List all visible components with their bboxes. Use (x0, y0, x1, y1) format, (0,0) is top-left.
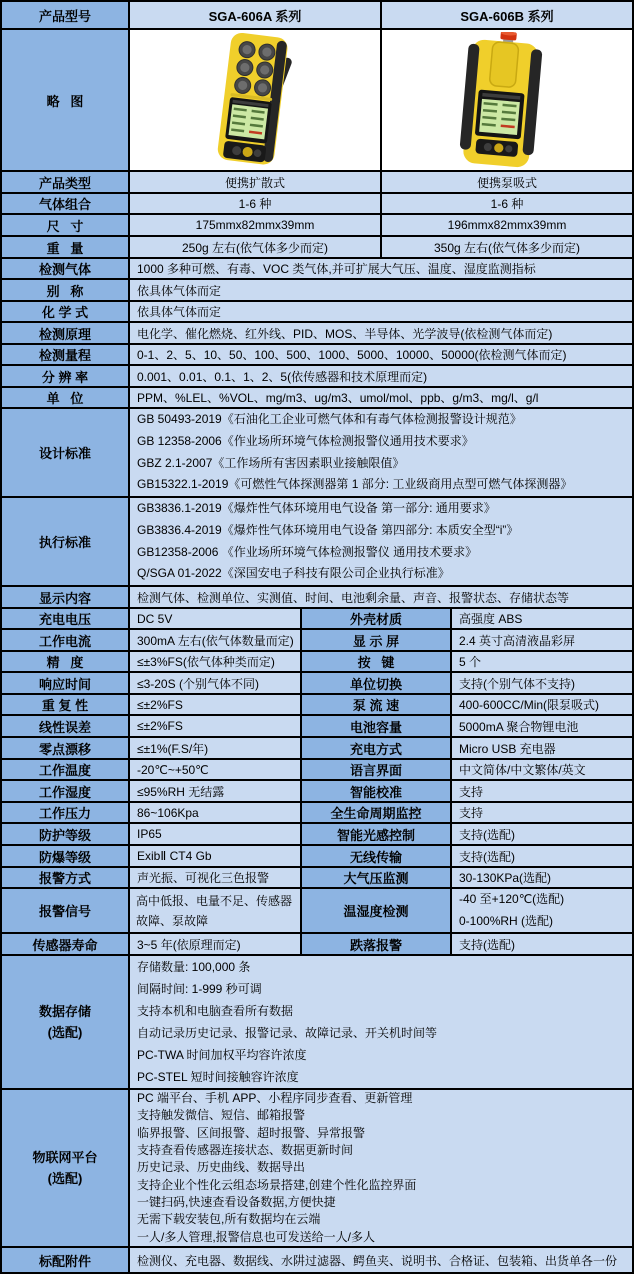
spec-value-line: -40 至+120℃(选配) (459, 892, 565, 906)
spec-value: ≤95%RH 无结露 (130, 781, 302, 801)
row-label: 工作电流 (2, 630, 130, 650)
table-row (2, 846, 632, 868)
row-label: 检测原理 (2, 323, 130, 343)
spec-value-b: 1-6 种 (382, 194, 632, 213)
row-label: 执行标准 (2, 498, 130, 585)
row-label: 检测气体 (2, 259, 130, 278)
spec-value: 86~106Kpa (130, 803, 302, 822)
feature-line: PC-STEL 短时间接触容许浓度 (137, 1070, 299, 1084)
row-label: 充电电压 (2, 609, 130, 628)
feature-line: 存储数量: 100,000 条 (137, 960, 251, 974)
table-row (2, 215, 632, 237)
table-row (2, 194, 632, 215)
row-label: 报警信号 (2, 889, 130, 932)
spec-value: 依具体气体而定 (130, 302, 632, 321)
table-row (2, 30, 632, 172)
spec-value: ≤3-20S (个别气体不同) (130, 673, 302, 693)
standard-line: GB3836.4-2019《爆炸性气体环境用电气设备 第四部分: 本质安全型“i”》 (137, 522, 519, 537)
table-row (2, 323, 632, 345)
row-label: 无线传输 (302, 846, 452, 866)
spec-value-line: 0-100%RH (选配) (459, 913, 554, 928)
spec-value: 支持 (452, 781, 632, 801)
row-label: 智能光感控制 (302, 824, 452, 844)
spec-value: 支持(选配) (452, 824, 632, 844)
spec-value: 5 个 (452, 652, 632, 671)
spec-value: 2.4 英寸高清液晶彩屏 (452, 630, 632, 650)
feature-line: 支持本机和电脑查看所有数据 (137, 1004, 294, 1018)
row-label: 工作压力 (2, 803, 130, 822)
spec-value-multiline (130, 956, 632, 1088)
standard-line: GB3836.1-2019《爆炸性气体环境用电气设备 第一部分: 通用要求》 (137, 501, 496, 515)
row-label: 工作温度 (2, 760, 130, 779)
feature-line: 间隔时间: 1-999 秒可调 (137, 982, 262, 996)
table-row (2, 366, 632, 388)
table-row (2, 824, 632, 846)
row-label: 显 示 屏 (302, 630, 452, 650)
table-row (2, 388, 632, 409)
feature-line: PC 端平台、手机 APP、小程序同步查看、更新管理 (137, 1091, 413, 1106)
feature-line: 支持触发微信、短信、邮箱报警 (137, 1108, 306, 1123)
spec-value: ≤±2%FS (130, 716, 302, 736)
table-row (2, 302, 632, 323)
device-photo-cell-a (130, 30, 382, 170)
gas-detector-photo-sga-606a (160, 32, 350, 168)
row-label: 工作湿度 (2, 781, 130, 801)
row-label-line2: (选配) (47, 1025, 83, 1040)
row-label-line2: (选配) (47, 1171, 83, 1186)
spec-value: ≤±3%FS(依气体种类而定) (130, 652, 302, 671)
row-label: 略 图 (2, 30, 130, 170)
row-label-line1: 物联网平台 (32, 1150, 98, 1165)
table-row (2, 630, 632, 652)
standard-line: Q/SGA 01-2022《深国安电子科技有限公司企业执行标准》 (137, 566, 450, 581)
row-label: 显示内容 (2, 587, 130, 607)
spec-value: 1000 多种可燃、有毒、VOC 类气体,并可扩展大气压、温度、湿度监测指标 (130, 259, 632, 278)
row-label: 外壳材质 (302, 609, 452, 628)
table-row (2, 760, 632, 781)
row-label: 语言界面 (302, 760, 452, 779)
spec-value: 声光振、可视化三色报警 (130, 868, 302, 887)
table-row (2, 716, 632, 738)
spec-value-b: 便携泵吸式 (382, 172, 632, 192)
table-row (2, 280, 632, 302)
table-row (2, 1248, 632, 1272)
table-row (2, 2, 632, 30)
standard-line: GB15322.1-2019《可燃性气体探测器第 1 部分: 工业级商用点型可燃气体探测器》 (137, 477, 573, 492)
row-label: 尺 寸 (2, 215, 130, 235)
standard-line: GB 50493-2019《石油化工企业可燃气体和有毒气体检测报警设计规范》 (137, 412, 522, 426)
row-label: 标配附件 (2, 1248, 130, 1272)
spec-value: 中文简体/中文繁体/英文 (452, 760, 632, 779)
table-row (2, 803, 632, 824)
row-label (2, 956, 130, 1088)
row-label: 分 辨 率 (2, 366, 130, 386)
row-label: 重 量 (2, 237, 130, 257)
spec-value: 高强度 ABS (452, 609, 632, 628)
spec-value: 支持 (452, 803, 632, 822)
spec-value-multiline (130, 409, 632, 496)
table-row (2, 652, 632, 673)
table-row (2, 738, 632, 760)
spec-value-b: 196mmx82mmx39mm (382, 215, 632, 235)
row-label: 泵 流 速 (302, 695, 452, 714)
row-label: 气体组合 (2, 194, 130, 213)
spec-value-a: 250g 左右(依气体多少而定) (130, 237, 382, 257)
row-label: 全生命周期监控 (302, 803, 452, 822)
standard-line: GB12358-2006 《作业场所环境气体检测报警仪 通用技术要求》 (137, 544, 478, 559)
spec-value: 3~5 年(依原理而定) (130, 934, 302, 954)
spec-value-multiline (130, 498, 632, 585)
table-row (2, 673, 632, 695)
table-row (2, 1090, 632, 1248)
spec-value: ≤±2%FS (130, 695, 302, 714)
table-row (2, 934, 632, 956)
spec-value: 支持(选配) (452, 934, 632, 954)
spec-value: PPM、%LEL、%VOL、mg/m3、ug/m3、umol/mol、ppb、g/m3、mg/l、g/l (130, 388, 632, 407)
row-label: 充电方式 (302, 738, 452, 758)
feature-line: 历史记录、历史曲线、数据导出 (137, 1160, 306, 1175)
table-row (2, 498, 632, 587)
spec-value-b: 350g 左右(依气体多少而定) (382, 237, 632, 257)
spec-value: DC 5V (130, 609, 302, 628)
spec-value: IP65 (130, 824, 302, 844)
table-row (2, 781, 632, 803)
spec-value: 5000mA 聚合物锂电池 (452, 716, 632, 736)
table-row (2, 609, 632, 630)
table-row (2, 345, 632, 366)
table-row (2, 889, 632, 934)
row-label: 产品型号 (2, 2, 130, 28)
spec-value-multiline (130, 1090, 632, 1246)
row-label: 设计标准 (2, 409, 130, 496)
feature-line: 支持企业个性化云组态场景搭建,创建个性化监控界面 (137, 1177, 417, 1192)
row-label: 别 称 (2, 280, 130, 300)
spec-value: 支持(选配) (452, 846, 632, 866)
row-label: 化 学 式 (2, 302, 130, 321)
model-name-column-b: SGA-606B 系列 (382, 2, 632, 28)
feature-line: 支持查看传感器连接状态、数据更新时间 (137, 1143, 354, 1157)
gas-detector-photo-sga-606b (412, 32, 602, 168)
table-row (2, 172, 632, 194)
row-label: 按 键 (302, 652, 452, 671)
table-row (2, 587, 632, 609)
model-name-column-a: SGA-606A 系列 (130, 2, 382, 28)
row-label: 重 复 性 (2, 695, 130, 714)
feature-line: 自动记录历史记录、报警记录、故障记录、开关机时间等 (137, 1026, 438, 1040)
row-label: 智能校准 (302, 781, 452, 801)
row-label: 单 位 (2, 388, 130, 407)
row-label: 防爆等级 (2, 846, 130, 866)
row-label: 温湿度检测 (302, 889, 452, 932)
row-label: 电池容量 (302, 716, 452, 736)
standard-line: GB 12358-2006《作业场所环境气体检测报警仪通用技术要求》 (137, 433, 474, 448)
feature-line: 一键扫码,快速查看设备数据,方便快捷 (137, 1194, 336, 1209)
row-label: 线性误差 (2, 716, 130, 736)
standard-line: GBZ 2.1-2007《工作场所有害因素职业接触限值》 (137, 455, 405, 470)
row-label: 防护等级 (2, 824, 130, 844)
row-label: 单位切换 (302, 673, 452, 693)
spec-value-a: 便携扩散式 (130, 172, 382, 192)
spec-value: 0-1、2、5、10、50、100、500、1000、5000、10000、50000(依检测气体而定) (130, 345, 632, 364)
row-label: 检测量程 (2, 345, 130, 364)
spec-value: 依具体气体而定 (130, 280, 632, 300)
spec-value: 支持(个别气体不支持) (452, 673, 632, 693)
table-row (2, 259, 632, 280)
row-label: 跌落报警 (302, 934, 452, 954)
row-label: 产品类型 (2, 172, 130, 192)
spec-value: 300mA 左右(依气体数量而定) (130, 630, 302, 650)
spec-value-a: 1-6 种 (130, 194, 382, 213)
row-label: 大气压监测 (302, 868, 452, 887)
row-label: 报警方式 (2, 868, 130, 887)
row-label (2, 1090, 130, 1246)
spec-value: -20℃~+50℃ (130, 760, 302, 779)
table-row (2, 409, 632, 498)
feature-line: PC-TWA 时间加权平均容许浓度 (137, 1048, 307, 1062)
spec-value: 高中低报、电量不足、传感器故障、泵故障 (130, 889, 302, 932)
device-photo-cell-b (382, 30, 632, 170)
row-label: 零点漂移 (2, 738, 130, 758)
spec-value: Micro USB 充电器 (452, 738, 632, 758)
table-row (2, 695, 632, 716)
spec-value-a: 175mmx82mmx39mm (130, 215, 382, 235)
table-row (2, 868, 632, 889)
feature-line: 无需下载安装包,所有数据均在云端 (137, 1212, 321, 1227)
spec-value: ≤±1%(F.S/年) (130, 738, 302, 758)
spec-value: 检测仪、充电器、数据线、水阱过滤器、鳄鱼夹、说明书、合格证、包装箱、出货单各一份 (130, 1248, 632, 1272)
feature-line: 一人/多人管理,报警信息也可发送给一人/多人 (137, 1229, 376, 1244)
spec-value: 30-130KPa(选配) (452, 868, 632, 887)
row-label: 响应时间 (2, 673, 130, 693)
row-label: 传感器寿命 (2, 934, 130, 954)
row-label: 精 度 (2, 652, 130, 671)
table-row (2, 956, 632, 1090)
table-row (2, 237, 632, 259)
spec-value: ExibⅡ CT4 Gb (130, 846, 302, 866)
spec-value: 400-600CC/Min(限泵吸式) (452, 695, 632, 714)
spec-value: 电化学、催化燃烧、红外线、PID、MOS、半导体、光学波导(依检测气体而定) (130, 323, 632, 343)
spec-value-multiline (452, 889, 632, 932)
spec-value: 检测气体、检测单位、实测值、时间、电池剩余量、声音、报警状态、存储状态等 (130, 587, 632, 607)
feature-line: 临界报警、区间报警、超时报警、异常报警 (137, 1125, 366, 1140)
spec-value: 0.001、0.01、0.1、1、2、5(依传感器和技术原理而定) (130, 366, 632, 386)
row-label-line1: 数据存储 (38, 1004, 91, 1019)
